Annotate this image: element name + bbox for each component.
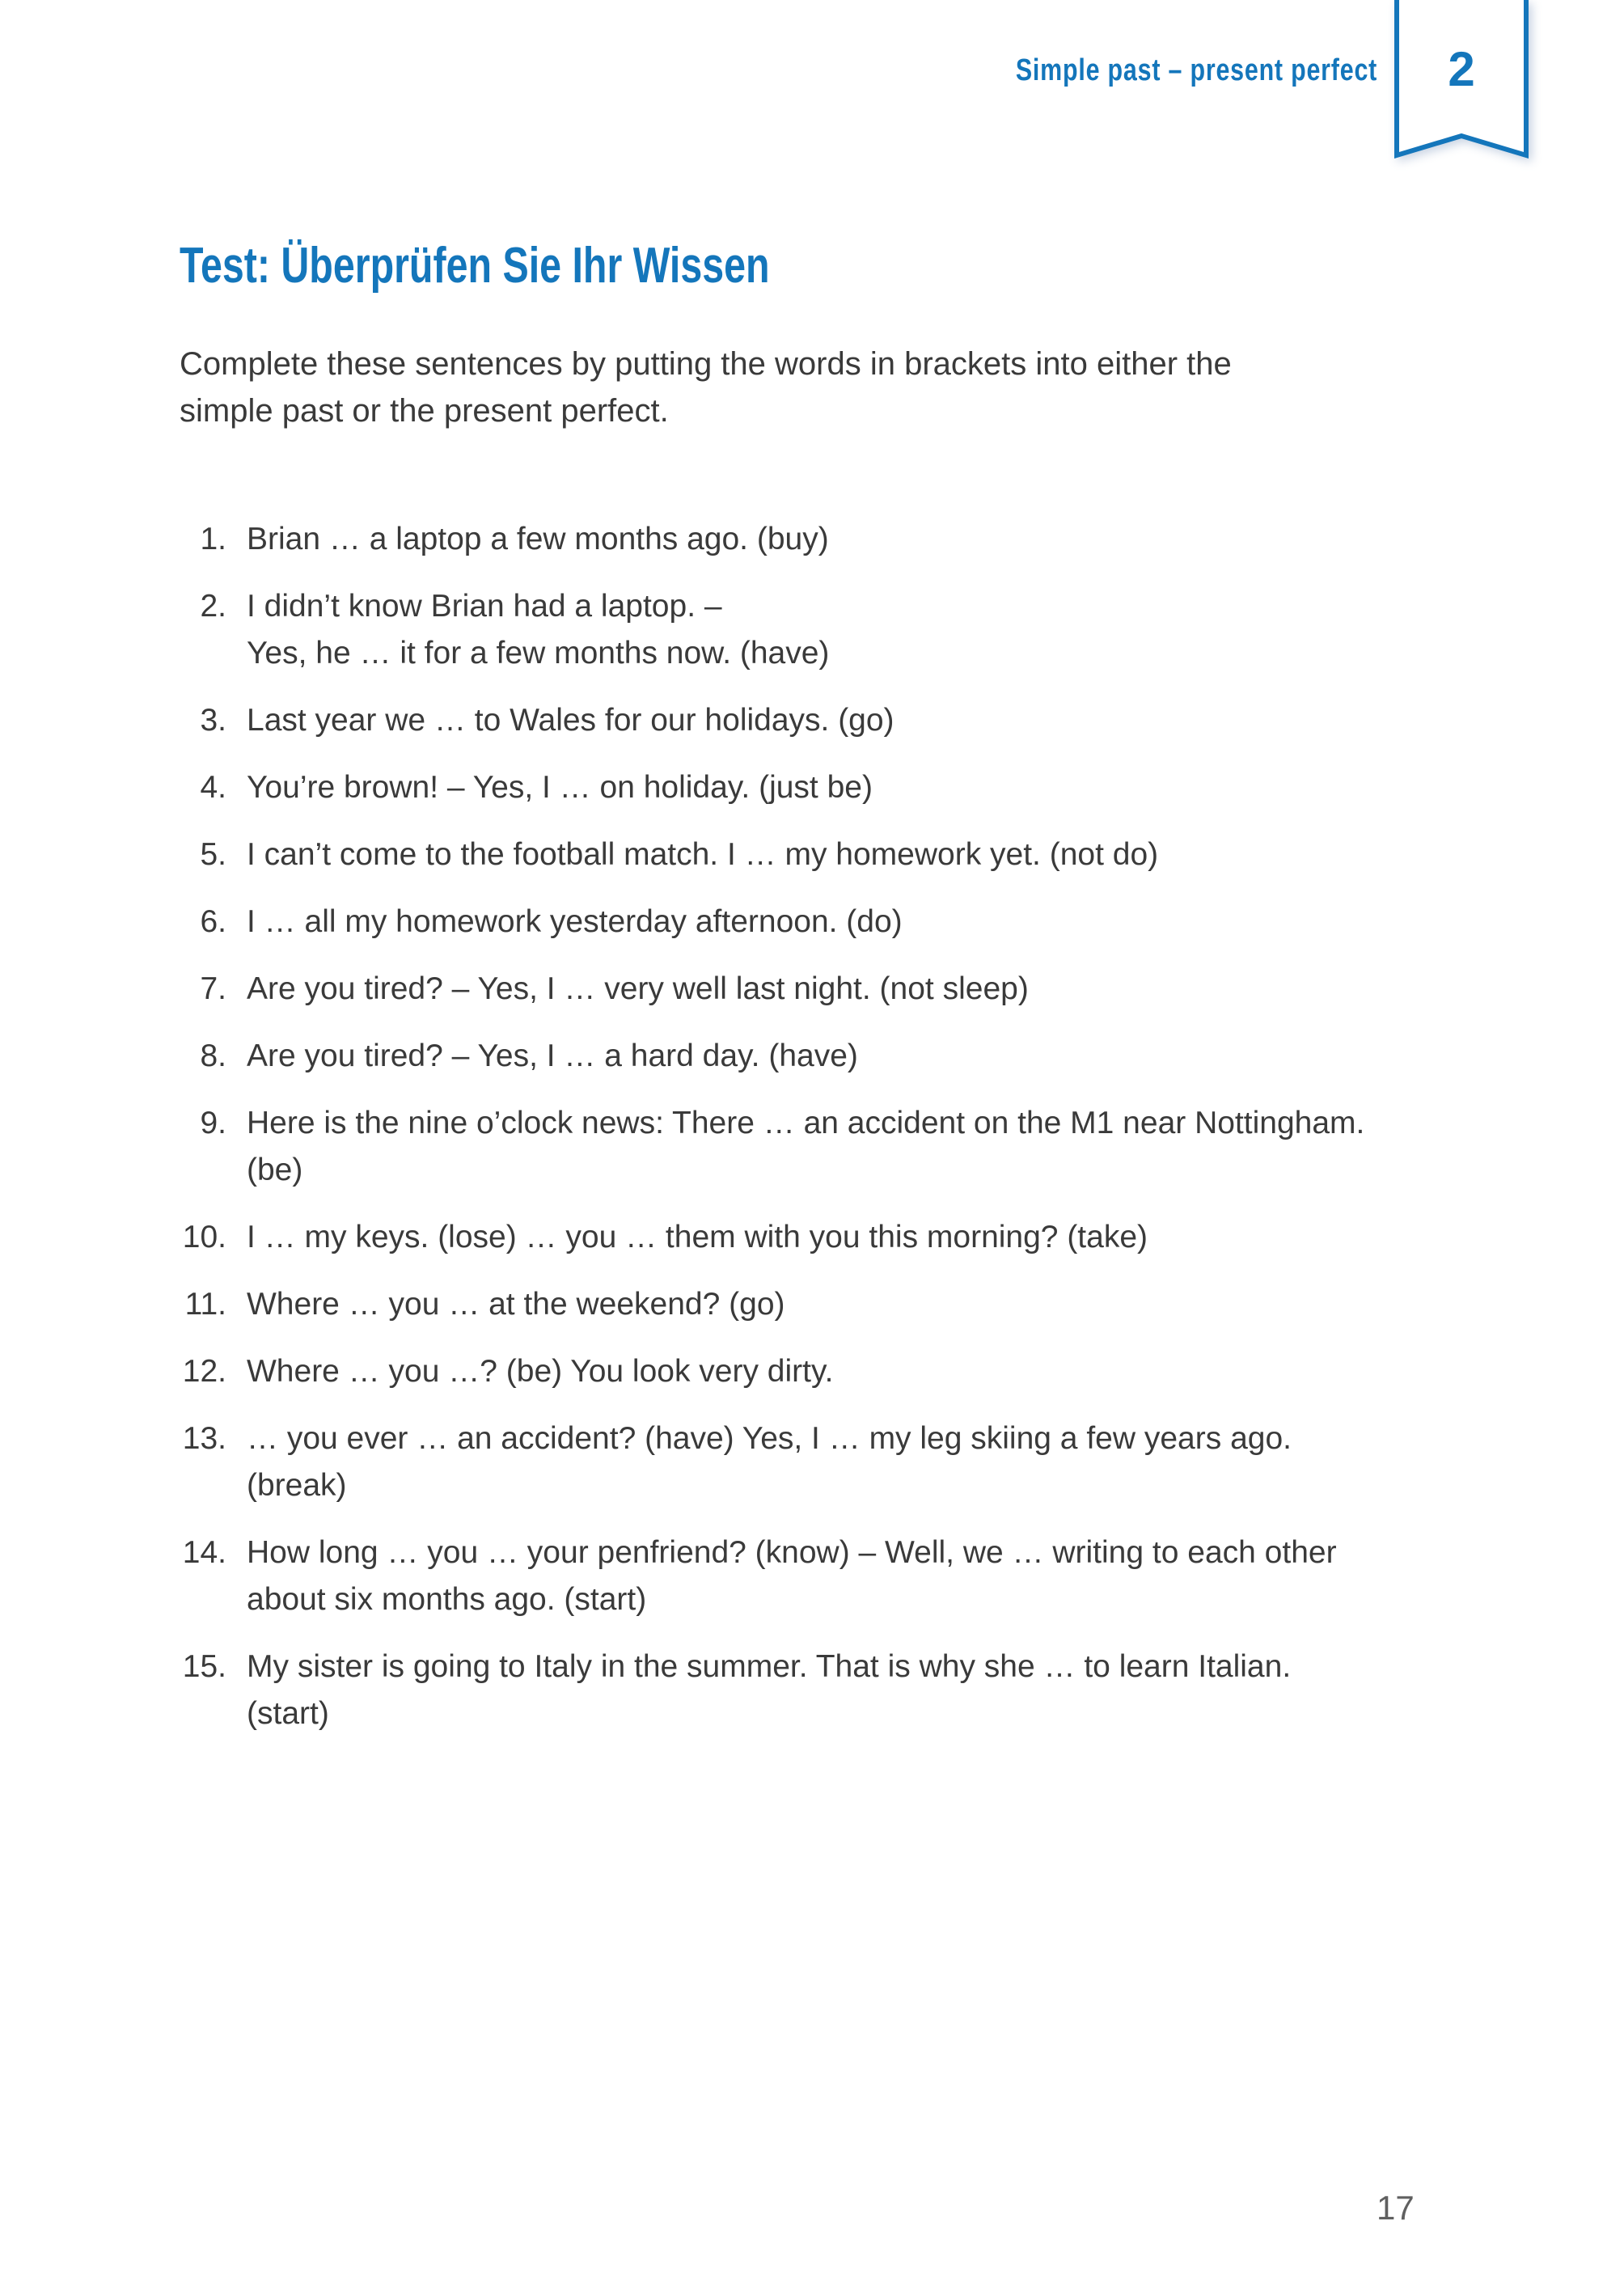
exercise-number: 4.	[200, 770, 226, 805]
exercise-number: 15.	[182, 1649, 226, 1684]
exercise-line: I didn’t know Brian had a laptop. –	[247, 589, 722, 624]
exercise-item	[158, 1100, 1364, 1194]
exercise-number: 10.	[182, 1220, 226, 1254]
exercise-line: Are you tired? – Yes, I … very well last night. (not sleep)	[247, 971, 1029, 1006]
exercise-number: 6.	[200, 904, 226, 939]
exercise-number: 7.	[200, 971, 226, 1006]
exercise-line: You’re brown! – Yes, I … on holiday. (just be)	[247, 770, 873, 805]
exercise-line: Where … you …? (be) You look very dirty.	[247, 1354, 834, 1389]
exercise-item	[158, 1281, 1364, 1328]
exercise-number: 13.	[182, 1421, 226, 1456]
exercise-line: My sister is going to Italy in the summer. That is why she … to learn Italian.	[247, 1649, 1292, 1684]
exercise-number: 9.	[200, 1106, 226, 1140]
chapter-header-title: Simple past – present perfect	[1015, 53, 1377, 87]
exercise-item	[158, 1415, 1364, 1509]
exercise-number: 12.	[182, 1354, 226, 1389]
exercise-number: 3.	[200, 703, 226, 738]
exercise-item	[158, 1214, 1364, 1261]
exercise-item	[158, 764, 1364, 811]
exercise-line: Last year we … to Wales for our holidays. (go)	[247, 703, 894, 738]
exercise-line: Brian … a laptop a few months ago. (buy)	[247, 522, 829, 556]
instructions-line: Complete these sentences by putting the words in brackets into either the	[180, 346, 1232, 382]
exercise-line: Where … you … at the weekend? (go)	[247, 1287, 785, 1322]
chapter-number: 2	[1448, 42, 1475, 96]
exercise-list	[158, 516, 1364, 1758]
exercise-item	[158, 899, 1364, 946]
exercise-number: 2.	[200, 589, 226, 624]
exercise-line: How long … you … your penfriend? (know) – Well, we … writing to each other	[247, 1535, 1337, 1570]
instructions-line: simple past or the present perfect.	[180, 393, 669, 429]
exercise-line: … you ever … an accident? (have) Yes, I … my leg skiing a few years ago.	[247, 1421, 1292, 1456]
page-number: 17	[1377, 2189, 1415, 2227]
exercise-line: (be)	[247, 1153, 303, 1187]
exercise-number: 8.	[200, 1039, 226, 1073]
exercise-item	[158, 1348, 1364, 1395]
exercise-number: 14.	[182, 1535, 226, 1570]
exercise-line: I … all my homework yesterday afternoon. (do)	[247, 904, 903, 939]
page-title: Test: Überprüfen Sie Ihr Wissen	[180, 238, 770, 294]
exercise-line: about six months ago. (start)	[247, 1582, 647, 1617]
chapter-bookmark	[1393, 0, 1530, 166]
exercise-item	[158, 516, 1364, 563]
exercise-item	[158, 966, 1364, 1013]
exercise-item	[158, 1033, 1364, 1080]
exercise-line: I can’t come to the football match. I … my homework yet. (not do)	[247, 837, 1159, 872]
exercise-line: (break)	[247, 1468, 347, 1503]
exercise-item	[158, 831, 1364, 878]
exercise-line: Are you tired? – Yes, I … a hard day. (have)	[247, 1039, 858, 1073]
exercise-item	[158, 697, 1364, 744]
exercise-line: Here is the nine o’clock news: There … an accident on the M1 near Nottingham.	[247, 1106, 1365, 1140]
exercise-number: 11.	[184, 1287, 226, 1322]
exercise-line: I … my keys. (lose) … you … them with you this morning? (take)	[247, 1220, 1148, 1254]
exercise-number: 5.	[200, 837, 226, 872]
exercise-item	[158, 1644, 1364, 1737]
exercise-line: (start)	[247, 1696, 329, 1731]
exercise-item	[158, 1529, 1364, 1623]
instructions	[180, 341, 1232, 434]
exercise-number: 1.	[200, 522, 226, 556]
exercise-item	[158, 583, 1364, 677]
exercise-line: Yes, he … it for a few months now. (have)	[247, 636, 830, 671]
